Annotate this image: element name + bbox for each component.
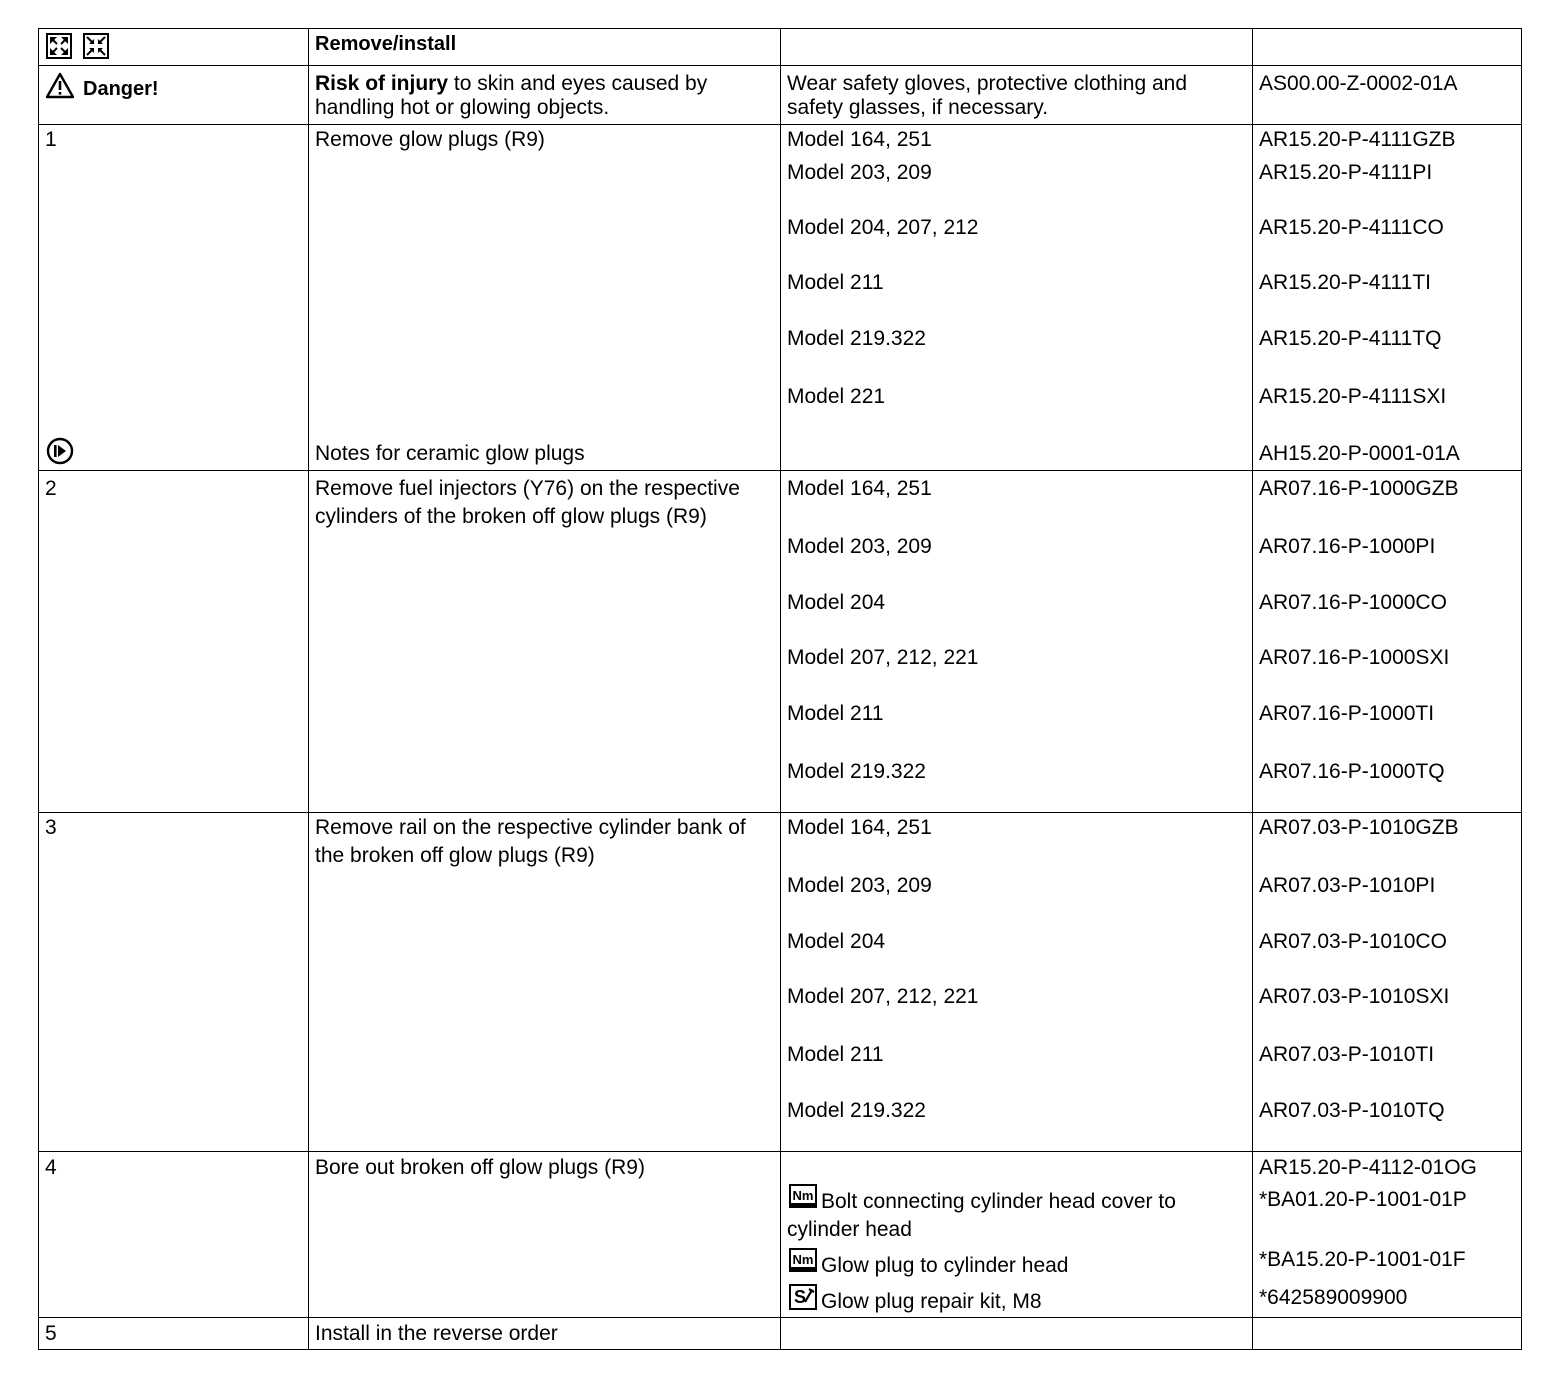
step-text: Remove fuel injectors (Y76) on the respective [315, 477, 740, 500]
ref-link[interactable]: AR07.16-P-1000SXI [1259, 646, 1450, 669]
model-label: Model 207, 212, 221 [787, 646, 979, 669]
ref-link[interactable]: AR07.16-P-1000TI [1259, 702, 1435, 725]
spec-text: Glow plug repair kit, M8 [821, 1290, 1042, 1313]
ref-link[interactable]: AR15.20-P-4111PI [1259, 161, 1433, 184]
step-text: Remove glow plugs (R9) [315, 128, 545, 151]
model-label: Model 164, 251 [787, 816, 932, 839]
collapse-icon[interactable] [83, 33, 109, 59]
header-empty-cell [1252, 28, 1522, 65]
step3-num-cell [38, 812, 308, 1151]
model-label: Model 211 [787, 271, 884, 294]
step1-text-cell [308, 124, 780, 470]
ref-link[interactable]: AR15.20-P-4111TI [1259, 271, 1431, 294]
step5-empty-cell [780, 1317, 1252, 1350]
ref-link[interactable]: AR07.03-P-1010CO [1259, 930, 1447, 953]
step4-ref-cell [1252, 1151, 1522, 1317]
step-text: Install in the reverse order [315, 1322, 558, 1345]
step-text: cylinders of the broken off glow plugs (R9) [315, 505, 707, 528]
step-text: Remove rail on the respective cylinder bank of [315, 816, 746, 839]
torque-nm-icon [789, 1184, 817, 1208]
step2-text-cell [308, 470, 780, 812]
ref-link[interactable]: AR07.16-P-1000GZB [1259, 477, 1459, 500]
step-number: 3 [45, 816, 57, 839]
step5-num-cell [38, 1317, 308, 1350]
danger-cell [38, 65, 308, 124]
ref-link[interactable]: AR07.16-P-1000CO [1259, 591, 1447, 614]
note-ref-link[interactable]: AH15.20-P-0001-01A [1259, 442, 1460, 465]
step3-model-cell [780, 812, 1252, 1151]
ref-link[interactable]: AR15.20-P-4111TQ [1259, 327, 1442, 350]
model-label: Model 211 [787, 702, 884, 725]
ref-link[interactable]: *642589009900 [1259, 1286, 1408, 1309]
model-label: Model 203, 209 [787, 874, 932, 897]
step-text: Bore out broken off glow plugs (R9) [315, 1156, 645, 1179]
model-label: Model 219.322 [787, 1099, 926, 1122]
risk-cell [308, 65, 780, 124]
risk-line2: handling hot or glowing objects. [315, 96, 610, 119]
model-label: Model 204, 207, 212 [787, 216, 979, 239]
header-title-cell [308, 28, 780, 65]
measure-line1: Wear safety gloves, protective clothing and [787, 72, 1187, 95]
spec-text: Glow plug to cylinder head [821, 1254, 1069, 1277]
measure-cell [780, 65, 1252, 124]
ref-link[interactable]: AR15.20-P-4111GZB [1259, 128, 1456, 151]
ref-link[interactable]: AR07.03-P-1010PI [1259, 874, 1436, 897]
page-title: Remove/install [315, 33, 457, 55]
step-number: 2 [45, 477, 57, 500]
ref-link[interactable]: AR15.20-P-4111CO [1259, 216, 1444, 239]
danger-ref-cell [1252, 65, 1522, 124]
ref-link[interactable]: AR15.20-P-4112-01OG [1259, 1156, 1477, 1179]
step3-text-cell [308, 812, 780, 1151]
risk-bold: Risk of injury [315, 72, 449, 95]
ref-link[interactable]: AR15.20-P-4111SXI [1259, 385, 1447, 408]
model-label: Model 203, 209 [787, 161, 932, 184]
model-label: Model 207, 212, 221 [787, 985, 979, 1008]
spec-text: cylinder head [787, 1218, 912, 1241]
note-text: Notes for ceramic glow plugs [315, 442, 585, 465]
model-label: Model 219.322 [787, 760, 926, 783]
ref-link[interactable]: AR07.16-P-1000TQ [1259, 760, 1445, 783]
model-label: Model 203, 209 [787, 535, 932, 558]
step4-spec-cell [780, 1151, 1252, 1317]
step1-model-cell [780, 124, 1252, 470]
ref-link[interactable]: AR07.03-P-1010TI [1259, 1043, 1435, 1066]
model-label: Model 221 [787, 385, 886, 408]
measure-line2: safety glasses, if necessary. [787, 96, 1049, 119]
nm-badge-text: Nm [792, 1252, 814, 1267]
step2-num-cell [38, 470, 308, 812]
model-label: Model 164, 251 [787, 128, 932, 151]
danger-label: Danger! [83, 78, 159, 100]
step4-num-cell [38, 1151, 308, 1317]
svg-text:S: S [793, 1287, 807, 1307]
ref-link[interactable]: AR07.03-P-1010TQ [1259, 1099, 1445, 1122]
step3-ref-cell [1252, 812, 1522, 1151]
ref-link[interactable]: AR07.03-P-1010SXI [1259, 985, 1450, 1008]
step1-num-cell [38, 124, 308, 470]
ref-link[interactable]: AR07.16-P-1000PI [1259, 535, 1436, 558]
expand-icon[interactable] [46, 33, 72, 59]
header-icons-cell [38, 28, 308, 65]
model-label: Model 204 [787, 591, 886, 614]
model-label: Model 164, 251 [787, 477, 932, 500]
step2-ref-cell [1252, 470, 1522, 812]
spec-text: Bolt connecting cylinder head cover to [821, 1190, 1176, 1213]
model-label: Model 204 [787, 930, 886, 953]
step1-ref-cell [1252, 124, 1522, 470]
nm-badge-text: Nm [792, 1188, 814, 1203]
ref-link[interactable]: *BA01.20-P-1001-01P [1259, 1188, 1467, 1211]
model-label: Model 219.322 [787, 327, 926, 350]
step2-model-cell [780, 470, 1252, 812]
step4-text-cell [308, 1151, 780, 1317]
header-empty-cell [780, 28, 1252, 65]
note-icon [46, 437, 74, 465]
warning-triangle-icon [45, 72, 75, 99]
step-text: the broken off glow plugs (R9) [315, 844, 595, 867]
ref-link[interactable]: AR07.03-P-1010GZB [1259, 816, 1459, 839]
torque-nm-icon [789, 1248, 817, 1272]
step-number: 1 [45, 128, 57, 151]
step-number: 4 [45, 1156, 57, 1179]
risk-text [315, 72, 707, 96]
ref-link[interactable]: *BA15.20-P-1001-01F [1259, 1248, 1466, 1271]
step5-text-cell [308, 1317, 780, 1350]
step-number: 5 [45, 1322, 57, 1345]
danger-ref-link[interactable]: AS00.00-Z-0002-01A [1259, 72, 1458, 95]
model-label: Model 211 [787, 1043, 884, 1066]
risk-rest: to skin and eyes caused by [448, 72, 708, 95]
special-tool-icon [789, 1284, 817, 1310]
step5-empty-cell [1252, 1317, 1522, 1350]
